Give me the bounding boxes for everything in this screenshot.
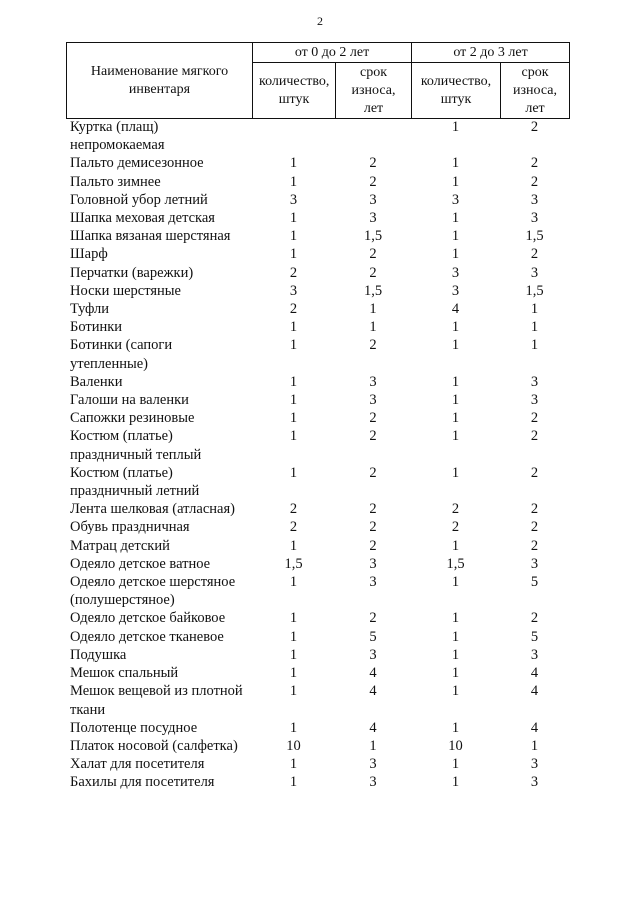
item-name: Мешок вещевой из плотной ткани: [70, 683, 243, 718]
item-name: Одеяло детское ватное: [70, 555, 211, 572]
wear-term-2-3: 1: [530, 301, 539, 318]
wear-term-0-2: 1,5: [363, 228, 383, 245]
item-name: Бахилы для посетителя: [70, 774, 215, 791]
wear-term-2-3: 5: [530, 628, 539, 645]
quantity-2-3: 1: [451, 410, 460, 427]
table-row: [66, 391, 569, 409]
quantity-2-3: 1: [451, 373, 460, 390]
quantity-2-3: 1: [451, 719, 460, 736]
quantity-2-3: 1: [451, 464, 460, 481]
item-name: Ботинки (сапоги утепленные): [70, 337, 173, 372]
quantity-2-3: 1: [451, 210, 460, 227]
wear-term-0-2: [335, 118, 411, 154]
wear-term-2-3: 3: [530, 264, 539, 281]
quantity-2-3: 1: [451, 428, 460, 445]
table-row: [66, 682, 569, 718]
header-name-column: Наименование мягкого инвентаря: [67, 43, 253, 119]
header-quantity-2: количество, штук: [412, 63, 501, 119]
quantity-2-3: 1: [451, 774, 460, 791]
quantity-2-3: 1: [451, 610, 460, 627]
table-row: [66, 628, 569, 646]
quantity-2-3: 1: [451, 155, 460, 172]
wear-term-0-2: 2: [369, 410, 377, 427]
wear-term-0-2: 2: [369, 337, 377, 354]
inventory-table: [66, 118, 569, 792]
wear-term-2-3: 2: [530, 119, 539, 135]
quantity-2-3: 1: [451, 337, 460, 354]
wear-term-0-2: 2: [369, 464, 377, 481]
item-name: Шарф: [70, 246, 108, 263]
wear-term-2-3: 3: [530, 555, 539, 572]
item-name: Одеяло детское шерстяное (полушерстяное): [70, 574, 236, 609]
wear-term-2-3: 1: [530, 737, 539, 754]
quantity-0-2: 1: [289, 246, 298, 263]
quantity-0-2: 1: [289, 155, 298, 172]
quantity-2-3: 1: [451, 665, 460, 682]
header-age-group-2-3: от 2 до 3 лет: [412, 43, 570, 63]
wear-term-2-3: 4: [530, 683, 539, 700]
wear-term-2-3: 2: [530, 519, 539, 536]
item-name: Сапожки резиновые: [70, 410, 195, 427]
quantity-0-2: 1: [289, 537, 298, 554]
quantity-0-2: 1: [289, 774, 298, 791]
item-name: Подушка: [70, 646, 127, 663]
wear-term-0-2: 2: [369, 246, 377, 263]
quantity-0-2: 1: [289, 173, 298, 190]
wear-term-2-3: 2: [530, 501, 539, 518]
wear-term-0-2: 3: [369, 191, 377, 208]
quantity-0-2: 1: [289, 719, 298, 736]
table-row: [66, 646, 569, 664]
quantity-2-3: 10: [448, 737, 463, 754]
table-row: [66, 555, 569, 573]
table-row: [66, 191, 569, 209]
wear-term-0-2: 2: [369, 264, 377, 281]
quantity-2-3: 1: [451, 319, 460, 336]
item-name: Костюм (платье) праздничный летний: [70, 464, 200, 500]
wear-term-2-3: 1: [530, 319, 539, 336]
quantity-2-3: 1: [451, 646, 460, 663]
item-name: Костюм (платье) праздничный теплый: [70, 428, 202, 463]
wear-term-2-3: 2: [530, 428, 539, 445]
wear-term-2-3: 1,5: [525, 282, 544, 299]
quantity-0-2: 1: [289, 574, 298, 591]
quantity-0-2: 3: [289, 282, 298, 299]
quantity-0-2: 1: [289, 210, 298, 227]
item-name: Галоши на валенки: [70, 392, 189, 409]
item-name: Обувь праздничная: [70, 519, 190, 536]
quantity-2-3: 1: [451, 246, 460, 263]
quantity-0-2: 1: [289, 610, 298, 627]
quantity-2-3: 4: [451, 301, 460, 318]
table-row: [66, 537, 569, 555]
table-row: [66, 264, 569, 282]
wear-term-2-3: 3: [530, 774, 539, 791]
wear-term-2-3: 2: [530, 464, 539, 481]
quantity-0-2: 1: [289, 646, 298, 663]
quantity-2-3: 1: [451, 683, 460, 700]
item-name: Перчатки (варежки): [70, 264, 194, 281]
item-name: Валенки: [70, 373, 123, 390]
quantity-2-3: 1,5: [446, 555, 465, 572]
table-row: [66, 664, 569, 682]
wear-term-0-2: 2: [369, 537, 377, 554]
table-row: [66, 173, 569, 191]
wear-term-2-3: 3: [530, 392, 539, 409]
quantity-2-3: 2: [451, 501, 460, 518]
wear-term-0-2: 2: [369, 610, 377, 627]
wear-term-0-2: 3: [369, 210, 377, 227]
wear-term-0-2: 4: [369, 719, 377, 736]
quantity-0-2: 1: [289, 373, 298, 390]
quantity-0-2: 1: [289, 410, 298, 427]
wear-term-0-2: 3: [369, 392, 377, 409]
quantity-0-2: 1,5: [284, 555, 303, 572]
quantity-0-2: 1: [289, 392, 298, 409]
item-name: Полотенце посудное: [70, 719, 198, 736]
table-row: [66, 282, 569, 300]
table-row: [66, 318, 569, 336]
quantity-0-2: 2: [289, 264, 298, 281]
table-row: [66, 336, 569, 372]
item-name: Шапка меховая детская: [70, 210, 215, 227]
quantity-2-3: 1: [451, 392, 460, 409]
item-name: Одеяло детское тканевое: [70, 628, 224, 645]
table-row: [66, 373, 569, 391]
wear-term-2-3: 3: [530, 373, 539, 390]
table-row: [66, 609, 569, 627]
quantity-2-3: 1: [451, 173, 460, 190]
quantity-0-2: 1: [289, 464, 298, 481]
table-row: [66, 573, 569, 609]
quantity-0-2: 3: [289, 191, 298, 208]
wear-term-0-2: 3: [369, 646, 377, 663]
quantity-2-3: 2: [451, 519, 460, 536]
quantity-0-2: 2: [289, 301, 298, 318]
quantity-2-3: 3: [451, 191, 460, 208]
wear-term-2-3: 2: [530, 173, 539, 190]
wear-term-0-2: 4: [369, 683, 377, 700]
table-row: [66, 227, 569, 245]
table-row: [66, 245, 569, 263]
quantity-2-3: 1: [451, 628, 460, 645]
wear-term-2-3: 2: [530, 410, 539, 427]
quantity-0-2: [252, 118, 335, 154]
wear-term-0-2: 3: [369, 756, 377, 773]
quantity-0-2: 1: [289, 337, 298, 354]
item-name: Носки шерстяные: [70, 282, 181, 299]
wear-term-0-2: 5: [369, 628, 377, 645]
item-name: Пальто зимнее: [70, 173, 161, 190]
table-row: [66, 719, 569, 737]
wear-term-0-2: 2: [369, 173, 377, 190]
table-row: [66, 737, 569, 755]
quantity-0-2: 2: [289, 501, 298, 518]
quantity-2-3: 1: [451, 228, 460, 245]
table-row: [66, 500, 569, 518]
quantity-0-2: 1: [289, 683, 298, 700]
item-name: Лента шелковая (атласная): [70, 501, 235, 518]
wear-term-0-2: 3: [369, 373, 377, 390]
wear-term-2-3: 2: [530, 610, 539, 627]
item-name: Матрац детский: [70, 537, 170, 554]
item-name: Туфли: [70, 301, 110, 318]
quantity-0-2: 1: [289, 428, 298, 445]
quantity-2-3: 3: [451, 264, 460, 281]
quantity-0-2: 1: [289, 756, 298, 773]
table-row: [66, 773, 569, 791]
header-wear-term-1: срок износа, лет: [336, 63, 412, 119]
wear-term-2-3: 2: [530, 537, 539, 554]
wear-term-2-3: 3: [530, 646, 539, 663]
quantity-2-3: 1: [451, 537, 460, 554]
wear-term-0-2: 4: [369, 665, 377, 682]
item-name: Одеяло детское байковое: [70, 610, 226, 627]
wear-term-2-3: 3: [530, 191, 539, 208]
quantity-2-3: 3: [451, 282, 460, 299]
table-row: [66, 755, 569, 773]
wear-term-0-2: 2: [369, 155, 377, 172]
quantity-0-2: 1: [289, 319, 298, 336]
wear-term-2-3: 1,5: [525, 228, 544, 245]
wear-term-0-2: 2: [369, 428, 377, 445]
wear-term-2-3: 2: [530, 155, 539, 172]
item-name: Халат для посетителя: [70, 756, 205, 773]
quantity-0-2: 10: [286, 737, 301, 754]
quantity-0-2: 1: [289, 228, 298, 245]
wear-term-0-2: 1: [369, 319, 377, 336]
wear-term-2-3: 3: [530, 756, 539, 773]
wear-term-2-3: 4: [530, 719, 539, 736]
wear-term-0-2: 1: [369, 301, 377, 318]
item-name: Куртка (плащ) непромокаемая: [70, 119, 165, 154]
quantity-0-2: 1: [289, 665, 298, 682]
wear-term-2-3: 5: [530, 574, 539, 591]
wear-term-0-2: 2: [369, 501, 377, 518]
wear-term-0-2: 1: [369, 737, 377, 754]
header-age-group-0-2: от 0 до 2 лет: [253, 43, 412, 63]
table-row: [66, 464, 569, 500]
page-number: 2: [317, 14, 323, 28]
quantity-2-3: 1: [451, 574, 460, 591]
header-wear-term-2: срок износа, лет: [501, 63, 570, 119]
item-name: Ботинки: [70, 319, 123, 336]
table-row: [66, 118, 569, 154]
item-name: Шапка вязаная шерстяная: [70, 228, 231, 245]
table-header: [66, 42, 570, 119]
table-row: [66, 427, 569, 463]
wear-term-2-3: 2: [530, 246, 539, 263]
quantity-2-3: 1: [451, 756, 460, 773]
table-row: [66, 154, 569, 172]
wear-term-2-3: 4: [530, 665, 539, 682]
item-name: Головной убор летний: [70, 191, 208, 208]
header-quantity-1: количество, штук: [253, 63, 336, 119]
wear-term-0-2: 3: [369, 774, 377, 791]
wear-term-2-3: 1: [530, 337, 539, 354]
item-name: Пальто демисезонное: [70, 155, 204, 172]
quantity-2-3: 1: [451, 119, 460, 135]
wear-term-2-3: 3: [530, 210, 539, 227]
item-name: Платок носовой (салфетка): [70, 737, 238, 754]
table-row: [66, 409, 569, 427]
wear-term-0-2: 3: [369, 574, 377, 591]
wear-term-0-2: 1,5: [363, 282, 383, 299]
table-row: [66, 209, 569, 227]
quantity-0-2: 2: [289, 519, 298, 536]
wear-term-0-2: 3: [369, 555, 377, 572]
wear-term-0-2: 2: [369, 519, 377, 536]
item-name: Мешок спальный: [70, 665, 179, 682]
table-row: [66, 300, 569, 318]
quantity-0-2: 1: [289, 628, 298, 645]
table-row: [66, 518, 569, 536]
